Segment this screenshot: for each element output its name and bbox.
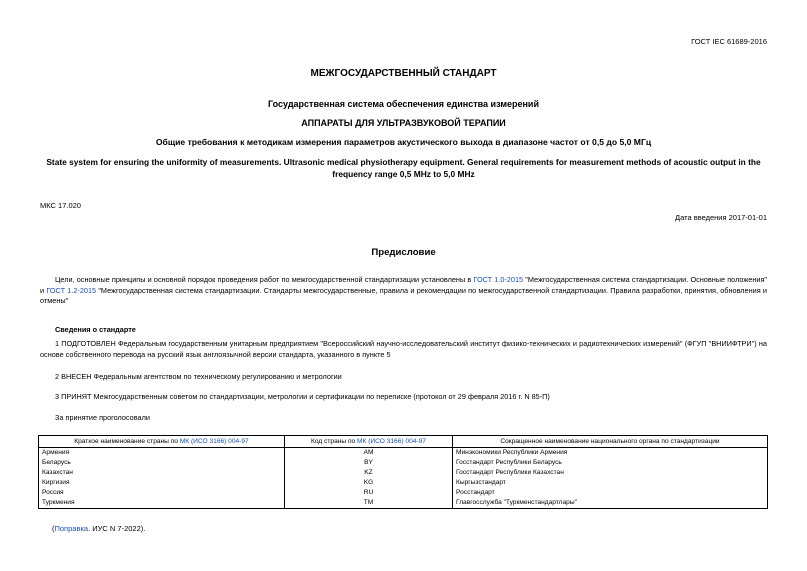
country-cell: Туркмения	[39, 498, 285, 509]
country-cell: Беларусь	[39, 458, 285, 468]
system-title: Государственная система обеспечения единства измерений	[268, 99, 539, 109]
amendment-link[interactable]: Поправка	[54, 524, 89, 533]
body-cell: Кыргызстандарт	[453, 478, 768, 488]
table-header-row	[39, 436, 768, 448]
body-cell: Госстандарт Республики Казахстан	[453, 468, 768, 478]
body-cell: Минэкономики Республики Армения	[453, 448, 768, 459]
document-subtitle: Общие требования к методикам измерения параметров акустического выхода в диапазоне частот от 0,5 до 5,0 МГц	[155, 137, 652, 147]
table-row	[39, 478, 768, 488]
document-id: ГОСТ IEC 61689-2016	[691, 37, 767, 46]
voted-for-label: За принятие проголосовали	[55, 413, 150, 422]
table-row	[39, 458, 768, 468]
standard-info-heading: Сведения о стандарте	[55, 325, 136, 334]
preface-paragraph	[40, 275, 767, 307]
body-cell: Главгосслужба "Туркменстандартлары"	[453, 498, 768, 509]
voting-countries-table	[38, 435, 768, 509]
header-code-text: Код страны по	[311, 437, 358, 445]
code-cell: KZ	[285, 468, 453, 478]
gost-1-2-link[interactable]: ГОСТ 1.2-2015	[46, 285, 97, 295]
mk-iso-link-1[interactable]: МК (ИСО 3166) 004-97	[179, 437, 249, 445]
preface-heading: Предисловие	[371, 247, 436, 258]
code-cell: AM	[285, 448, 453, 459]
country-cell: Армения	[39, 448, 285, 459]
amendment-open: (	[52, 524, 55, 533]
introduced-by-paragraph: 2 ВНЕСЕН Федеральным агентством по техническому регулированию и метрологии	[55, 372, 342, 381]
body-cell: Госстандарт Республики Беларусь	[453, 458, 768, 468]
body-cell: Росстандарт	[453, 488, 768, 498]
standard-type: МЕЖГОСУДАРСТВЕННЫЙ СТАНДАРТ	[310, 68, 497, 79]
mks-code: МКС 17.020	[40, 201, 81, 210]
code-cell: KG	[285, 478, 453, 488]
introduction-date: Дата введения 2017-01-01	[675, 213, 767, 222]
mk-iso-link-2[interactable]: МК (ИСО 3166) 004-97	[357, 437, 426, 445]
gost-1-0-link[interactable]: ГОСТ 1.0-2015	[473, 275, 524, 284]
header-country-text: Краткое наименование страны по	[74, 437, 180, 445]
prepared-by-paragraph: 1 ПОДГОТОВЛЕН Федеральным государственным унитарным предприятием "Всероссийский научно-исследовательский институт физико-технических и радиотехнических измерений" (ФГУП "ВНИИФТРИ") на основе собственного перевода на русский язык англоязычной версии стандарта, указанного в пункте 5	[40, 339, 767, 359]
code-cell: TM	[285, 498, 453, 509]
code-cell: RU	[285, 488, 453, 498]
header-country	[39, 436, 285, 448]
english-title: State system for ensuring the uniformity of measurements. Ultrasonic medical physiotherapy equipment. General requirements for measurement methods of acoustic output in the frequency range 0,5 MHz to 5,0 MHz	[46, 157, 761, 179]
table-row	[39, 448, 768, 459]
table-row	[39, 488, 768, 498]
amendment-note	[52, 524, 145, 533]
preface-text-1: Цели, основные принципы и основной порядок проведения работ по межгосударственной стандартизации установлены в	[55, 275, 474, 284]
adopted-by-paragraph: 3 ПРИНЯТ Межгосударственным советом по стандартизации, метрологии и сертификации по переписке (протокол от 29 февраля 2016 г. N 85-П)	[55, 392, 550, 401]
code-cell: BY	[285, 458, 453, 468]
table-row	[39, 468, 768, 478]
header-code	[285, 436, 453, 448]
preface-text-3: "Межгосударственная система стандартизации. Стандарты межгосударственные, правила и рекомендации по межгосударственной стандартизации. Правила разработки, принятия, обновления и отмены"	[40, 285, 767, 305]
country-cell: Казахстан	[39, 468, 285, 478]
country-cell: Россия	[39, 488, 285, 498]
preface-text-2: "Межгосударственная система стандартизации. Основные положения" и	[40, 275, 767, 295]
amendment-rest: . ИУС N 7-2022).	[88, 524, 146, 533]
country-cell: Киргизия	[39, 478, 285, 488]
document-title: АППАРАТЫ ДЛЯ УЛЬТРАЗВУКОВОЙ ТЕРАПИИ	[301, 118, 506, 128]
table-row	[39, 498, 768, 509]
header-body: Сокращенное наименование национального органа по стандартизации	[453, 436, 768, 448]
